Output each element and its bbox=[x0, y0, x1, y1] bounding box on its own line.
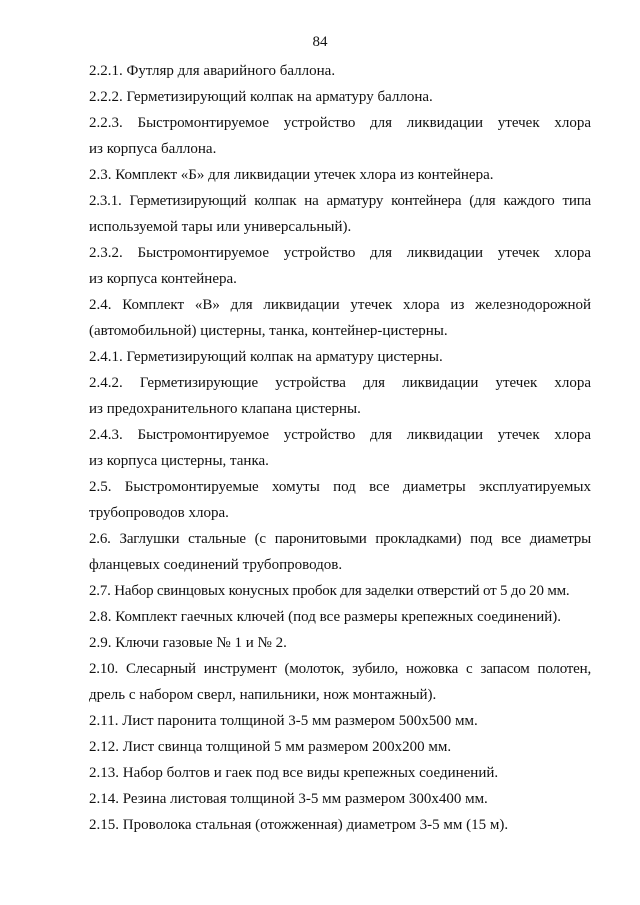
list-item-2-8: 2.8. Комплект гаечных ключей (под все размеры крепежных соединений). bbox=[89, 609, 562, 625]
list-item-2-13: 2.13. Набор болтов и гаек под все виды крепежных соединений. bbox=[89, 765, 499, 781]
list-item-2-5 bbox=[89, 474, 591, 526]
list-item-line: 2.4.2. Герметизирующие устройства для ликвидации утечек хлора bbox=[89, 375, 591, 391]
list-item-2-10 bbox=[89, 656, 591, 708]
list-item-line: (автомобильной) цистерны, танка, контейнер-цистерны. bbox=[89, 323, 448, 339]
list-item-line: 2.4.3. Быстромонтируемое устройство для ликвидации утечек хлора bbox=[89, 427, 591, 443]
list-item-2-4-1: 2.4.1. Герметизирующий колпак на арматуру цистерны. bbox=[89, 349, 443, 365]
list-item-line: 2.3.1. Герметизирующий колпак на арматуру контейнера (для каждого типа bbox=[89, 193, 591, 209]
list-item-2-14: 2.14. Резина листовая толщиной 3-5 мм размером 300x400 мм. bbox=[89, 791, 488, 807]
list-item-line: 2.2.3. Быстромонтируемое устройство для ликвидации утечек хлора bbox=[89, 115, 591, 131]
list-item-2-2-3 bbox=[89, 110, 591, 162]
document-body bbox=[89, 58, 591, 838]
list-item-line: используемой тары или универсальный). bbox=[89, 219, 352, 235]
list-item-line: 2.5. Быстромонтируемые хомуты под все диаметры эксплуатируемых bbox=[89, 479, 591, 495]
list-item-line: из корпуса цистерны, танка. bbox=[89, 453, 269, 469]
list-item-2-4 bbox=[89, 292, 591, 344]
list-item-2-4-2 bbox=[89, 370, 591, 422]
list-item-line: из предохранительного клапана цистерны. bbox=[89, 401, 361, 417]
list-item-line: 2.4. Комплект «В» для ликвидации утечек хлора из железнодорожной bbox=[89, 297, 591, 313]
list-item-line: из корпуса контейнера. bbox=[89, 271, 237, 287]
list-item-line: из корпуса баллона. bbox=[89, 141, 217, 157]
list-item-2-6 bbox=[89, 526, 591, 578]
list-item-2-15: 2.15. Проволока стальная (отожженная) диаметром 3-5 мм (15 м). bbox=[89, 817, 509, 833]
list-item-line: 2.10. Слесарный инструмент (молоток, зубило, ножовка с запасом полотен, bbox=[89, 661, 591, 677]
list-item-2-3: 2.3. Комплект «Б» для ликвидации утечек хлора из контейнера. bbox=[89, 167, 494, 183]
list-item-line: дрель с набором сверл, напильники, нож монтажный). bbox=[89, 687, 437, 703]
list-item-line: 2.6. Заглушки стальные (с паронитовыми прокладками) под все диаметры bbox=[89, 531, 591, 547]
list-item-2-3-1 bbox=[89, 188, 591, 240]
list-item-2-2-2: 2.2.2. Герметизирующий колпак на арматуру баллона. bbox=[89, 89, 433, 105]
list-item-2-7: 2.7. Набор свинцовых конусных пробок для заделки отверстий от 5 до 20 мм. bbox=[89, 583, 570, 599]
list-item-line: 2.3.2. Быстромонтируемое устройство для ликвидации утечек хлора bbox=[89, 245, 591, 261]
list-item-2-12: 2.12. Лист свинца толщиной 5 мм размером 200x200 мм. bbox=[89, 739, 452, 755]
list-item-line: фланцевых соединений трубопроводов. bbox=[89, 557, 343, 573]
list-item-2-4-3 bbox=[89, 422, 591, 474]
list-item-2-2-1: 2.2.1. Футляр для аварийного баллона. bbox=[89, 63, 336, 79]
list-item-line: трубопроводов хлора. bbox=[89, 505, 229, 521]
list-item-2-9: 2.9. Ключи газовые № 1 и № 2. bbox=[89, 635, 287, 651]
list-item-2-11: 2.11. Лист паронита толщиной 3-5 мм размером 500x500 мм. bbox=[89, 713, 478, 729]
page-number: 84 bbox=[312, 34, 328, 50]
list-item-2-3-2 bbox=[89, 240, 591, 292]
